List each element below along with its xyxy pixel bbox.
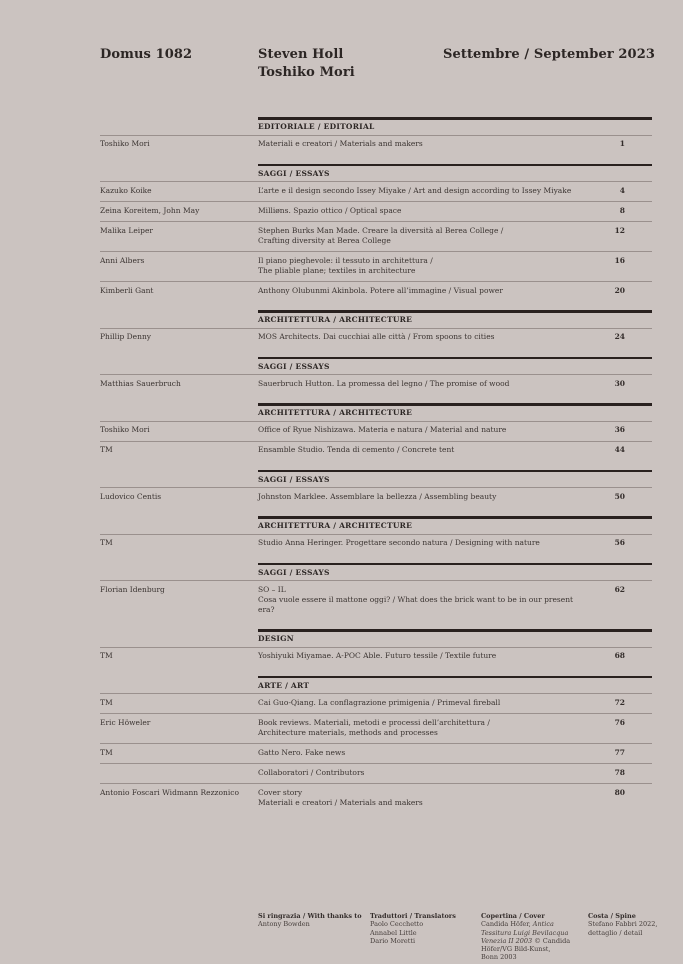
toc-author: Toshiko Mori: [100, 425, 150, 434]
toc-title: Yoshiyuki Miyamae. A-POC Able. Futuro tessile / Textile future: [258, 651, 497, 660]
toc-section-label: SAGGI / ESSAYS: [258, 361, 330, 371]
toc-section: [100, 629, 652, 667]
guest-editor-1: Steven Holl: [258, 47, 344, 62]
toc-row: [100, 487, 652, 507]
toc-title: Cai Guo-Qiang. La conflagrazione primigenia / Primeval fireball: [258, 697, 501, 707]
credits-lines: Paolo Cecchetto Annabel Little Dario Moretti: [370, 920, 424, 945]
toc-author: TM: [100, 538, 113, 547]
toc-rows: [100, 693, 652, 813]
toc-row: [100, 534, 652, 554]
toc-title: Gatto Nero. Fake news: [258, 747, 346, 757]
toc-section-label: ARTE / ART: [258, 680, 310, 690]
toc-rows: [100, 135, 652, 155]
toc-section: [100, 310, 652, 348]
toc-row: [100, 421, 652, 441]
toc-author: Ludovico Centis: [100, 491, 162, 501]
toc-author: TM: [100, 445, 113, 454]
toc-row: [100, 251, 652, 281]
toc-page: 12: [614, 225, 625, 235]
toc-row: [100, 441, 652, 461]
toc-page: 77: [614, 747, 625, 757]
toc-title: Studio Anna Heringer. Progettare secondo natura / Designing with nature: [258, 538, 540, 547]
toc-row: [100, 743, 652, 763]
toc-rows: [100, 374, 652, 394]
toc-title: Book reviews. Materiali, metodi e processi dell’architettura / Architecture materials, methods and processes: [258, 717, 490, 737]
toc-page: 80: [614, 787, 625, 797]
toc-author: Zeina Koreitem, John May: [100, 205, 200, 215]
toc-title: Stephen Burks Man Made. Creare la diversità al Berea College / Crafting diversity at Berea College: [258, 225, 504, 245]
toc-rows: [100, 421, 652, 461]
toc-author: TM: [100, 651, 113, 660]
toc-row: [100, 647, 652, 667]
credits-column: [370, 912, 481, 962]
credits-heading: Copertina / Cover: [481, 912, 545, 920]
toc-title: SO – IL Cosa vuole essere il mattone oggi? / What does the brick want to be in our present era?: [258, 584, 574, 614]
toc-row: [100, 221, 652, 251]
toc-author: Eric Höweler: [100, 717, 151, 727]
toc-page: 20: [614, 285, 625, 295]
toc-author: Phillip Denny: [100, 332, 152, 341]
toc-author: Florian Idenburg: [100, 584, 165, 594]
toc-page: 30: [614, 378, 625, 388]
toc: [100, 117, 652, 813]
toc-author: Matthias Sauerbruch: [100, 378, 181, 388]
toc-title: L’arte e il design secondo Issey Miyake / Art and design according to Issey Miyake: [258, 185, 572, 195]
toc-page: 50: [614, 491, 625, 501]
issue-title: Domus 1082: [100, 47, 193, 62]
toc-title: Milliøns. Spazio ottico / Optical space: [258, 205, 402, 215]
toc-author: TM: [100, 747, 113, 757]
toc-rows: [100, 647, 652, 667]
bottom-strip: [0, 964, 683, 970]
toc-section-label: SAGGI / ESSAYS: [258, 474, 330, 484]
toc-section: [100, 164, 652, 302]
toc-section-label: ARCHITETTURA / ARCHITECTURE: [258, 521, 413, 530]
toc-page: 76: [614, 717, 625, 727]
toc-section: [100, 403, 652, 461]
credits-column: [258, 912, 370, 962]
toc-row: [100, 693, 652, 713]
credits-heading: Traduttori / Translators: [370, 912, 456, 920]
toc-row: [100, 374, 652, 394]
toc-page: 78: [614, 767, 625, 777]
toc-row: [100, 763, 652, 783]
credits-footer: [258, 912, 668, 962]
toc-page: 16: [614, 255, 625, 265]
toc-page: 68: [614, 651, 625, 660]
toc-page: 62: [614, 584, 625, 594]
toc-author: TM: [100, 697, 113, 707]
toc-row: [100, 281, 652, 301]
credits-column: [588, 912, 668, 962]
toc-page: 44: [614, 445, 625, 454]
toc-section-label: DESIGN: [258, 634, 294, 643]
toc-author: Kimberli Gant: [100, 285, 154, 295]
toc-section-label: ARCHITETTURA / ARCHITECTURE: [258, 408, 413, 417]
guest-editors: [258, 46, 443, 82]
toc-page: 56: [614, 538, 625, 547]
toc-row: [100, 135, 652, 155]
toc-page: 72: [614, 697, 625, 707]
toc-title: Anthony Olubunmi Akinbola. Potere all’immagine / Visual power: [258, 285, 503, 295]
toc-section: [100, 516, 652, 554]
toc-title: MOS Architects. Dai cucchiai alle città / From spoons to cities: [258, 332, 495, 341]
masthead: [100, 46, 655, 82]
toc-author: Kazuko Koike: [100, 185, 152, 195]
toc-section-label: EDITORIALE / EDITORIAL: [258, 122, 375, 131]
toc-author: Anni Albers: [100, 255, 145, 265]
toc-row: [100, 181, 652, 201]
toc-section: [100, 357, 652, 395]
toc-author: Malika Leiper: [100, 225, 153, 235]
toc-title: Sauerbruch Hutton. La promessa del legno / The promise of wood: [258, 378, 510, 388]
toc-section: [100, 563, 652, 621]
toc-section: [100, 117, 652, 155]
toc-row: [100, 201, 652, 221]
toc-section-label: SAGGI / ESSAYS: [258, 567, 330, 577]
toc-page: 8: [619, 205, 625, 215]
toc-rows: [100, 580, 652, 620]
guest-editor-2: Toshiko Mori: [258, 65, 355, 80]
credits-heading: Si ringrazia / With thanks to: [258, 912, 362, 920]
toc-row: [100, 328, 652, 348]
toc-row: [100, 783, 652, 813]
toc-page: 1: [619, 139, 625, 148]
toc-row: [100, 713, 652, 743]
toc-title: Johnston Marklee. Assemblare la bellezza / Assembling beauty: [258, 491, 497, 501]
toc-page: 36: [614, 425, 625, 434]
toc-title: Ensamble Studio. Tenda di cemento / Concrete tent: [258, 445, 455, 454]
toc-title: Collaboratori / Contributors: [258, 767, 365, 777]
toc-author: Toshiko Mori: [100, 139, 150, 148]
credits-lines: Stefano Fabbri 2022, dettaglio / detail: [588, 920, 658, 937]
toc-title: Materiali e creatori / Materials and makers: [258, 139, 423, 148]
toc-rows: [100, 181, 652, 301]
toc-title: Il piano pieghevole: il tessuto in architettura / The pliable plane; textiles in architecture: [258, 255, 433, 275]
toc-rows: [100, 487, 652, 507]
toc-rows: [100, 534, 652, 554]
toc-section: [100, 470, 652, 508]
toc-page: 24: [614, 332, 625, 341]
toc-title: Cover story Materiali e creatori / Materials and makers: [258, 787, 423, 807]
credits-column: [481, 912, 588, 962]
toc-section-label: ARCHITETTURA / ARCHITECTURE: [258, 315, 413, 324]
credits-lines: Antony Bowden: [258, 920, 310, 929]
toc-section: [100, 676, 652, 814]
toc-title: Office of Ryue Nishizawa. Materia e natura / Material and nature: [258, 425, 507, 434]
credits-lines: Candida Höfer, Antica Tessitura Luigi Bevilacqua Venezia II 2003 © Candida Höfer/VG Bild-Kunst, Bonn 2003: [481, 920, 571, 962]
toc-row: [100, 580, 652, 620]
toc-author: Antonio Foscari Widmann Rezzonico: [100, 787, 239, 797]
issue-date: Settembre / September 2023: [442, 47, 655, 62]
toc-section-label: SAGGI / ESSAYS: [258, 168, 330, 178]
credits-heading: Costa / Spine: [588, 912, 636, 920]
toc-page: 4: [619, 185, 625, 195]
toc-rows: [100, 328, 652, 348]
